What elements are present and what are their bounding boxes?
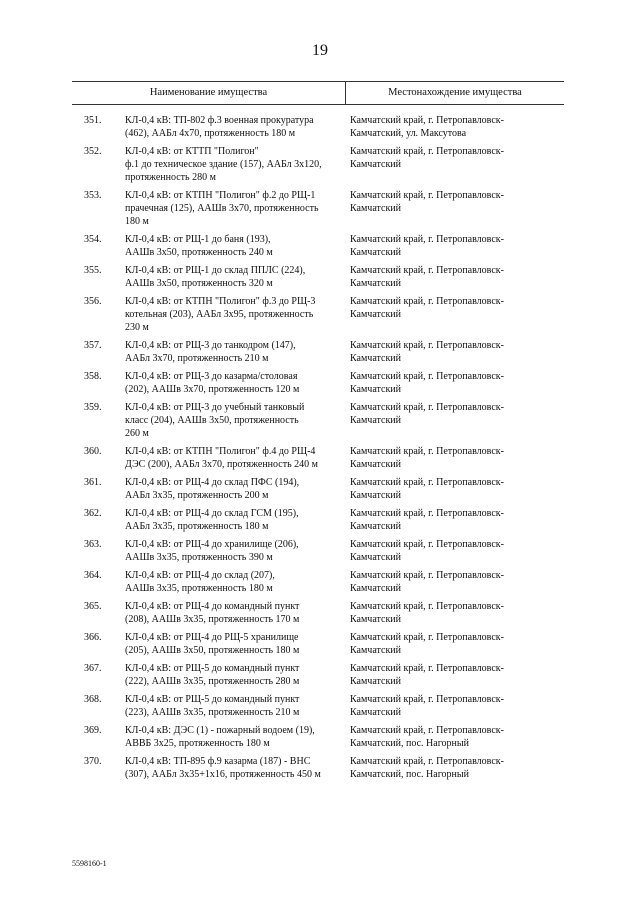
table-row: [72, 264, 564, 290]
property-name-line: ААШв 3х50, протяженность 320 м: [125, 278, 273, 289]
column-header-location: Местонахождение имущества: [388, 87, 522, 98]
property-location: [350, 662, 530, 688]
row-number: 360.: [84, 446, 102, 457]
table-row: [72, 339, 564, 365]
property-location: [350, 755, 530, 781]
property-name-line: ААБл 3х35, протяженность 200 м: [125, 490, 269, 501]
row-number: 354.: [84, 234, 102, 245]
property-location: [350, 538, 530, 564]
property-name-line: ААШв 3х50, протяженность 240 м: [125, 247, 273, 258]
property-name-line: прачечная (125), ААШв 3х70, протяженность: [125, 203, 319, 214]
property-name-line: протяженность 280 м: [125, 172, 216, 183]
property-location: [350, 264, 530, 290]
property-name: [125, 693, 349, 719]
property-list: [72, 114, 564, 786]
property-name-line: 260 м: [125, 428, 149, 439]
property-location: [350, 507, 530, 533]
property-name-line: ААШв 3х35, протяженность 390 м: [125, 552, 273, 563]
property-name: [125, 145, 349, 184]
property-name-line: КЛ-0,4 кВ: от РЩ-4 до командный пункт: [125, 601, 300, 612]
property-name: [125, 445, 349, 471]
table-row: [72, 724, 564, 750]
row-number: 352.: [84, 146, 102, 157]
property-location-line: Камчатский: [350, 707, 402, 718]
property-location-line: Камчатский край, г. Петропавловск-: [350, 146, 504, 157]
property-name-line: КЛ-0,4 кВ: ТП-802 ф.3 военная прокуратура: [125, 115, 314, 126]
property-location-line: Камчатский край, г. Петропавловск-: [350, 296, 504, 307]
row-number: 359.: [84, 402, 102, 413]
property-location-line: Камчатский: [350, 490, 402, 501]
property-name: [125, 507, 349, 533]
property-name-line: КЛ-0,4 кВ: от РЩ-3 до учебный танковый: [125, 402, 305, 413]
table-row: [72, 370, 564, 396]
table-row: [72, 189, 564, 228]
table-row: [72, 145, 564, 184]
property-name: [125, 295, 349, 334]
property-name-line: КЛ-0,4 кВ: от КТПН "Полигон" ф.4 до РЩ-4: [125, 446, 316, 457]
property-name-line: ААШв 3х35, протяженность 180 м: [125, 583, 273, 594]
property-location-line: Камчатский: [350, 614, 402, 625]
property-name-line: (222), ААШв 3х35, протяженность 280 м: [125, 676, 300, 687]
table-row: [72, 401, 564, 440]
row-number: 369.: [84, 725, 102, 736]
property-location-line: Камчатский: [350, 203, 402, 214]
table-row: [72, 662, 564, 688]
property-name-line: (202), ААШв 3х70, протяженность 120 м: [125, 384, 300, 395]
property-location: [350, 233, 530, 259]
property-location: [350, 114, 530, 140]
row-number: 364.: [84, 570, 102, 581]
property-name-line: ДЭС (200), ААБл 3х70, протяженность 240 м: [125, 459, 318, 470]
row-number: 365.: [84, 601, 102, 612]
property-location: [350, 145, 530, 171]
property-name-line: КЛ-0,4 кВ: от КТТП "Полигон": [125, 146, 259, 157]
property-location-line: Камчатский: [350, 521, 402, 532]
property-name-line: КЛ-0,4 кВ: от РЩ-3 до танкодром (147),: [125, 340, 296, 351]
property-name: [125, 114, 349, 140]
property-location-line: Камчатский, пос. Нагорный: [350, 769, 469, 780]
property-name: [125, 631, 349, 657]
property-name: [125, 370, 349, 396]
property-location-line: Камчатский край, г. Петропавловск-: [350, 190, 504, 201]
property-name-line: ААБл 3х70, протяженность 210 м: [125, 353, 269, 364]
property-name-line: КЛ-0,4 кВ: от РЩ-1 до склад ППЛС (224),: [125, 265, 306, 276]
row-number: 353.: [84, 190, 102, 201]
property-location-line: Камчатский край, г. Петропавловск-: [350, 265, 504, 276]
row-number: 356.: [84, 296, 102, 307]
property-location-line: Камчатский край, г. Петропавловск-: [350, 477, 504, 488]
property-name-line: (223), ААШв 3х35, протяженность 210 м: [125, 707, 300, 718]
property-name: [125, 339, 349, 365]
property-name-line: 230 м: [125, 322, 149, 333]
property-location-line: Камчатский край, г. Петропавловск-: [350, 756, 504, 767]
property-location-line: Камчатский: [350, 159, 402, 170]
row-number: 363.: [84, 539, 102, 550]
property-name-line: КЛ-0,4 кВ: от РЩ-4 до склад (207),: [125, 570, 275, 581]
row-number: 355.: [84, 265, 102, 276]
property-location-line: Камчатский: [350, 247, 402, 258]
property-location-line: Камчатский край, г. Петропавловск-: [350, 446, 504, 457]
property-name: [125, 264, 349, 290]
property-location-line: Камчатский край, г. Петропавловск-: [350, 340, 504, 351]
property-name-line: класс (204), ААШв 3х50, протяженность: [125, 415, 299, 426]
property-name: [125, 755, 349, 781]
property-name-line: ААБл 3х35, протяженность 180 м: [125, 521, 269, 532]
property-name-line: КЛ-0,4 кВ: от КТПН "Полигон" ф.3 до РЩ-3: [125, 296, 316, 307]
property-name-line: КЛ-0,4 кВ: от РЩ-4 до РЩ-5 хранилище: [125, 632, 299, 643]
property-location-line: Камчатский край, г. Петропавловск-: [350, 234, 504, 245]
property-name-line: КЛ-0,4 кВ: от РЩ-5 до командный пункт: [125, 694, 300, 705]
property-name-line: КЛ-0,4 кВ: ДЭС (1) - пожарный водоем (19),: [125, 725, 315, 736]
property-location-line: Камчатский край, г. Петропавловск-: [350, 632, 504, 643]
document-code: 5598160-1: [72, 859, 107, 868]
property-location: [350, 295, 530, 321]
property-name-line: (462), ААБл 4х70, протяженность 180 м: [125, 128, 296, 139]
property-name: [125, 600, 349, 626]
table-row: [72, 755, 564, 781]
property-location-line: Камчатский: [350, 645, 402, 656]
property-location-line: Камчатский: [350, 309, 402, 320]
property-location-line: Камчатский, пос. Нагорный: [350, 738, 469, 749]
property-name: [125, 662, 349, 688]
property-name-line: КЛ-0,4 кВ: от КТПН "Полигон" ф.2 до РЩ-1: [125, 190, 316, 201]
property-location-line: Камчатский край, г. Петропавловск-: [350, 725, 504, 736]
property-name-line: (208), ААШв 3х35, протяженность 170 м: [125, 614, 300, 625]
property-location: [350, 724, 530, 750]
property-location: [350, 600, 530, 626]
property-location-line: Камчатский край, г. Петропавловск-: [350, 570, 504, 581]
property-location-line: Камчатский край, г. Петропавловск-: [350, 402, 504, 413]
property-name-line: КЛ-0,4 кВ: от РЩ-5 до командный пункт: [125, 663, 300, 674]
property-location-line: Камчатский край, г. Петропавловск-: [350, 508, 504, 519]
property-name-line: КЛ-0,4 кВ: от РЩ-4 до склад ПФС (194),: [125, 477, 300, 488]
property-name-line: КЛ-0,4 кВ: ТП-895 ф.9 казарма (187) - ВНС: [125, 756, 311, 767]
property-location-line: Камчатский: [350, 459, 402, 470]
property-location-line: Камчатский край, г. Петропавловск-: [350, 371, 504, 382]
property-name: [125, 724, 349, 750]
row-number: 370.: [84, 756, 102, 767]
property-location: [350, 189, 530, 215]
row-number: 361.: [84, 477, 102, 488]
property-location: [350, 569, 530, 595]
row-number: 358.: [84, 371, 102, 382]
property-location-line: Камчатский край, г. Петропавловск-: [350, 663, 504, 674]
table-row: [72, 445, 564, 471]
property-name-line: (205), ААШв 3х50, протяженность 180 м: [125, 645, 300, 656]
property-name: [125, 233, 349, 259]
table-row: [72, 295, 564, 334]
property-location-line: Камчатский край, г. Петропавловск-: [350, 601, 504, 612]
property-location-line: Камчатский: [350, 583, 402, 594]
table-row: [72, 631, 564, 657]
property-location-line: Камчатский: [350, 415, 402, 426]
table-row: [72, 476, 564, 502]
property-name-line: ф.1 до техническое здание (157), ААБл 3х120,: [125, 159, 322, 170]
property-location-line: Камчатский край, г. Петропавловск-: [350, 539, 504, 550]
property-location-line: Камчатский: [350, 552, 402, 563]
table-row: [72, 693, 564, 719]
property-name-line: КЛ-0,4 кВ: от РЩ-1 до баня (193),: [125, 234, 271, 245]
property-name: [125, 476, 349, 502]
property-location-line: Камчатский: [350, 278, 402, 289]
row-number: 367.: [84, 663, 102, 674]
property-name: [125, 538, 349, 564]
table-row: [72, 114, 564, 140]
table-row: [72, 233, 564, 259]
property-name-line: КЛ-0,4 кВ: от РЩ-3 до казарма/столовая: [125, 371, 298, 382]
property-location-line: Камчатский: [350, 353, 402, 364]
row-number: 366.: [84, 632, 102, 643]
column-header-name: Наименование имущества: [72, 82, 346, 104]
property-name-line: КЛ-0,4 кВ: от РЩ-4 до склад ГСМ (195),: [125, 508, 299, 519]
row-number: 357.: [84, 340, 102, 351]
page-number: 19: [312, 42, 328, 59]
property-location: [350, 401, 530, 427]
property-location: [350, 476, 530, 502]
property-location-line: Камчатский, ул. Максутова: [350, 128, 467, 139]
property-location: [350, 693, 530, 719]
property-name: [125, 569, 349, 595]
row-number: 362.: [84, 508, 102, 519]
row-number: 351.: [84, 115, 102, 126]
property-name: [125, 189, 349, 228]
property-location: [350, 631, 530, 657]
property-location-line: Камчатский: [350, 384, 402, 395]
table-row: [72, 538, 564, 564]
property-name-line: (307), ААБл 3х35+1х16, протяженность 450 м: [125, 769, 321, 780]
table-row: [72, 600, 564, 626]
property-name-line: КЛ-0,4 кВ: от РЩ-4 до хранилище (206),: [125, 539, 299, 550]
property-location-line: Камчатский край, г. Петропавловск-: [350, 694, 504, 705]
property-location: [350, 339, 530, 365]
property-name: [125, 401, 349, 440]
property-location: [350, 445, 530, 471]
property-location-line: Камчатский край, г. Петропавловск-: [350, 115, 504, 126]
property-name-line: 180 м: [125, 216, 149, 227]
property-name-line: АВВБ 3х25, протяженность 180 м: [125, 738, 270, 749]
property-name-line: котельная (203), ААБл 3х95, протяженность: [125, 309, 314, 320]
table-row: [72, 507, 564, 533]
row-number: 368.: [84, 694, 102, 705]
table-row: [72, 569, 564, 595]
property-location: [350, 370, 530, 396]
property-location-line: Камчатский: [350, 676, 402, 687]
table-header: [72, 81, 564, 105]
